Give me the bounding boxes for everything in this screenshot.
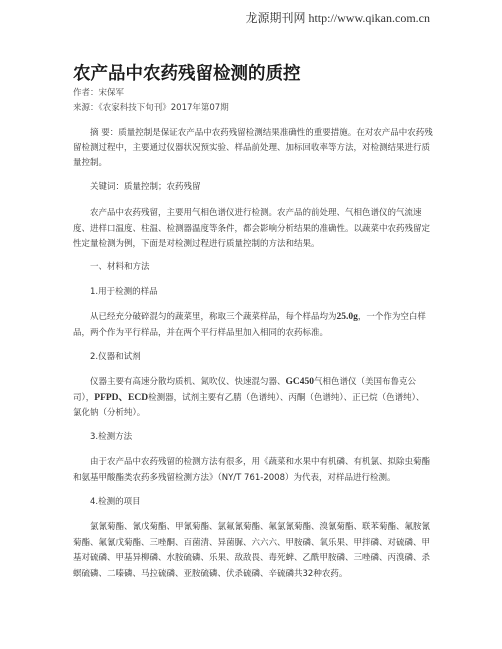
subheading-method: 3.检测方法 xyxy=(90,432,133,442)
abstract: 摘 要：质量控制是保证农产品中农药残留检测结果准确性的重要措施。在对农产品中农药残留检测过程中，主要通过仪器状况预实验、样品前处理、加标回收率等方法，对检测结果进行质量控制。 xyxy=(73,128,433,168)
instruments-text-b: 气相色谱仪（美国布鲁克公司）， xyxy=(73,377,417,403)
subheading-instruments: 2.仪器和试剂 xyxy=(90,352,141,362)
keywords: 关键词：质量控制；农药残留 xyxy=(90,182,201,192)
instruments-detectors: PFPD、ECD xyxy=(94,392,149,403)
article-title: 农产品中农药残留检测的质控 xyxy=(73,64,301,84)
instruments-text-a: 仪器主要有高速分散均质机、氮吹仪、快速混匀器、 xyxy=(90,377,286,387)
samples-paragraph xyxy=(73,310,431,341)
subheading-items: 4.检测的项目 xyxy=(90,497,141,507)
samples-text-b: ，一个作为空白样品，两个作为平行样品，并在两个平行样品里加入相同的农药标准。 xyxy=(73,312,426,338)
instruments-paragraph xyxy=(73,375,431,422)
section-heading-materials: 一、材料和方法 xyxy=(90,262,150,272)
article-source: 来源：《农家科技下旬刊》2017年第07期 xyxy=(73,103,229,113)
subheading-samples: 1.用于检测的样品 xyxy=(90,287,158,297)
article-author: 作者：宋保军 xyxy=(73,88,125,98)
samples-text-a: 从已经充分破碎混匀的蔬菜里，称取三个蔬菜样品，每个样品均为 xyxy=(90,312,337,322)
samples-amount: 25.0g xyxy=(336,312,358,322)
method-paragraph: 由于农产品中农药残留的检测方法有很多，用《蔬菜和水果中有机磷、有机氯、拟除虫菊酯和氨基甲酸酯类农药多残留检测方法》（NY/T 761-2008）为代表，对样品进行检测。 xyxy=(73,457,431,483)
instruments-gc-model: GC450 xyxy=(285,377,315,387)
intro-paragraph: 农产品中农药残留，主要用气相色谱仪进行检测。农产品的前处理、气相色谱仪的气流速度、进样口温度、柱温、检测器温度等条件，都会影响分析结果的准确性。以蔬菜中农药残留定性定量检测为例，下面是对检测过程进行质量控制的方法和结果。 xyxy=(73,208,431,249)
site-header: 龙源期刊网 http://www.qikan.com.cn xyxy=(245,11,430,25)
instruments-text-c: 检测器，试剂主要有乙腈（色谱纯）、丙酮（色谱纯）、正已烷（色谱纯）、氯化钠（分析纯）。 xyxy=(73,392,425,418)
items-paragraph: 氯氰菊酯、氰戊菊酯、甲氰菊酯、氯氟氰菊酯、氟氯氰菊酯、溴氰菊酯、联苯菊酯、氟胺氰菊酯、氟氰戊菊酯、三唑酮、百菌清、异菌脲、六六六、甲胺磷、氧乐果、甲拌磷、对硫磷、甲基对硫磷、甲基异柳磷、水胺硫磷、乐果、敌敌畏、毒死蜱、乙酰甲胺磷、三唑磷、丙溴磷、杀螟硫磷、二嗪磷、马拉硫磷、亚胺硫磷、伏杀硫磷、辛硫磷共32种农药。 xyxy=(73,522,431,579)
